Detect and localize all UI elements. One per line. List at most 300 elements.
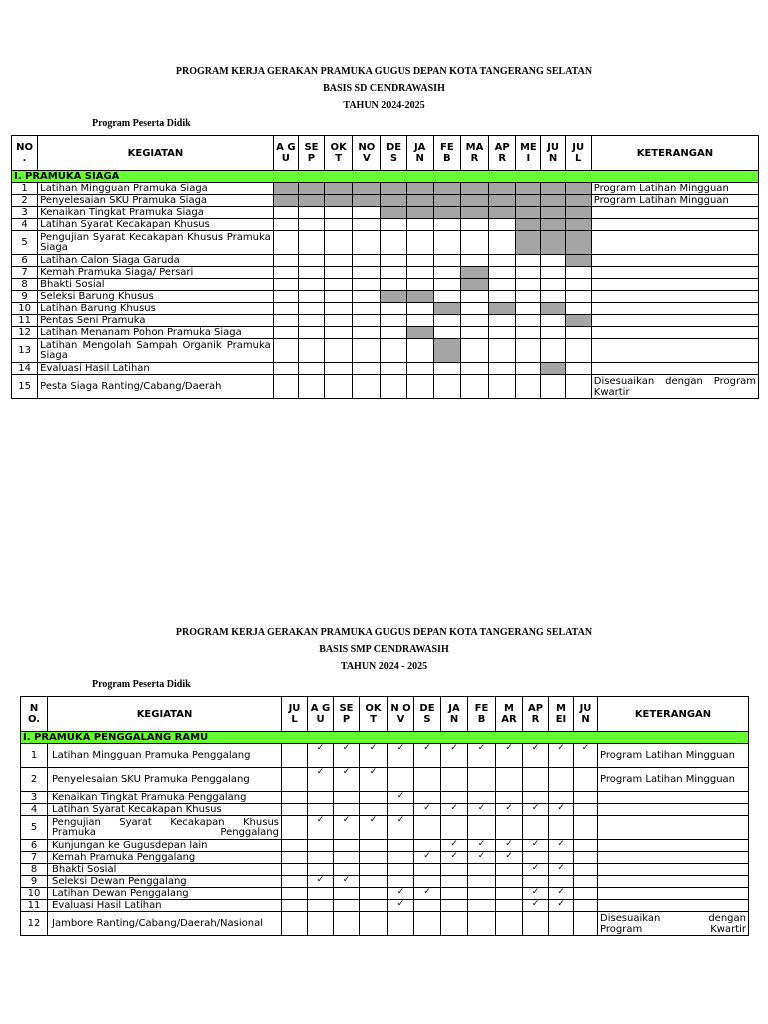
- month-cell: [325, 207, 353, 219]
- month-cell: [565, 327, 591, 339]
- sd-header-month: AP R: [489, 136, 516, 171]
- check-icon: ✓: [414, 888, 441, 900]
- month-cell: [334, 900, 360, 912]
- sd-header-month: JA N: [406, 136, 433, 171]
- month-cell: [565, 267, 591, 279]
- month-cell: [388, 768, 414, 792]
- smp-header-month: FE B: [468, 697, 496, 732]
- month-cell: [414, 792, 441, 804]
- month-cell: [574, 864, 598, 876]
- month-cell: [273, 303, 298, 315]
- month-cell-scheduled: [489, 183, 516, 195]
- month-cell: [460, 231, 488, 255]
- keterangan-cell: [591, 339, 758, 363]
- month-cell-scheduled: [541, 303, 565, 315]
- check-icon: ✓: [523, 804, 549, 816]
- month-cell: [388, 804, 414, 816]
- keterangan-cell: [591, 327, 758, 339]
- month-cell: [282, 912, 308, 936]
- month-cell: [273, 291, 298, 303]
- month-cell: [334, 792, 360, 804]
- sd-table-row: [12, 279, 759, 291]
- month-cell: [308, 912, 334, 936]
- month-cell: [308, 900, 334, 912]
- month-cell: [381, 327, 406, 339]
- month-cell: [496, 876, 523, 888]
- month-cell-scheduled: [406, 291, 433, 303]
- sd-header-month: MA R: [460, 136, 488, 171]
- month-cell: [441, 792, 468, 804]
- month-cell-scheduled: [325, 195, 353, 207]
- smp-table-row: [21, 852, 749, 864]
- sd-table-row: [12, 339, 759, 363]
- activity-name: Pengujian Syarat Kecakapan Khusus Pramuka Siaga: [38, 231, 274, 255]
- month-cell: [273, 315, 298, 327]
- sd-table-row: [12, 303, 759, 315]
- sd-header-month: SE P: [298, 136, 324, 171]
- keterangan-cell: [591, 267, 758, 279]
- sd-header-keterangan: KETERANGAN: [591, 136, 758, 171]
- row-number: 12: [12, 327, 38, 339]
- month-cell: [468, 816, 496, 840]
- activity-name: Penyelesaian SKU Pramuka Penggalang: [48, 768, 282, 792]
- month-cell: [381, 315, 406, 327]
- sd-table-row: [12, 267, 759, 279]
- month-cell: [353, 363, 381, 375]
- month-cell: [496, 816, 523, 840]
- month-cell: [460, 291, 488, 303]
- keterangan-cell: [591, 363, 758, 375]
- month-cell: [273, 219, 298, 231]
- row-number: 2: [12, 195, 38, 207]
- month-cell: [433, 255, 460, 267]
- month-cell: [381, 279, 406, 291]
- smp-section-label: I. PRAMUKA PENGGALANG RAMU: [21, 732, 749, 744]
- activity-name: Seleksi Dewan Penggalang: [48, 876, 282, 888]
- month-cell: [273, 363, 298, 375]
- month-cell: [381, 339, 406, 363]
- month-cell-scheduled: [298, 183, 324, 195]
- smp-header-month: JA N: [441, 697, 468, 732]
- month-cell: [489, 231, 516, 255]
- sd-header-kegiatan: KEGIATAN: [38, 136, 274, 171]
- month-cell: [468, 900, 496, 912]
- month-cell: [574, 900, 598, 912]
- check-icon: ✓: [523, 900, 549, 912]
- row-number: 13: [12, 339, 38, 363]
- month-cell: [334, 804, 360, 816]
- month-cell: [523, 912, 549, 936]
- month-cell: [516, 363, 541, 375]
- check-icon: ✓: [468, 852, 496, 864]
- month-cell: [541, 315, 565, 327]
- month-cell: [325, 219, 353, 231]
- month-cell: [282, 888, 308, 900]
- keterangan-cell: [591, 315, 758, 327]
- smp-header-month: DE S: [414, 697, 441, 732]
- month-cell: [460, 327, 488, 339]
- month-cell: [433, 375, 460, 399]
- keterangan-cell: [591, 279, 758, 291]
- month-cell: [523, 852, 549, 864]
- sd-table-row: [12, 183, 759, 195]
- check-icon: ✓: [334, 744, 360, 768]
- month-cell: [414, 912, 441, 936]
- month-cell: [353, 375, 381, 399]
- month-cell: [516, 267, 541, 279]
- check-icon: ✓: [549, 744, 574, 768]
- month-cell: [325, 327, 353, 339]
- smp-title-line-1: PROGRAM KERJA GERAKAN PRAMUKA GUGUS DEPAN KOTA TANGERANG SELATAN: [175, 627, 593, 638]
- month-cell: [516, 375, 541, 399]
- month-cell: [441, 876, 468, 888]
- month-cell: [282, 816, 308, 840]
- month-cell: [574, 768, 598, 792]
- month-cell: [308, 792, 334, 804]
- activity-name: Kenaikan Tingkat Pramuka Siaga: [38, 207, 274, 219]
- check-icon: ✓: [574, 744, 598, 768]
- sd-header-month: A G U: [273, 136, 298, 171]
- month-cell-scheduled: [433, 183, 460, 195]
- smp-table-row: [21, 864, 749, 876]
- sd-section-label: I. PRAMUKA SIAGA: [12, 171, 759, 183]
- activity-name: Latihan Mingguan Pramuka Siaga: [38, 183, 274, 195]
- row-number: 7: [12, 267, 38, 279]
- activity-name: Latihan Calon Siaga Garuda: [38, 255, 274, 267]
- month-cell: [541, 279, 565, 291]
- month-cell: [381, 363, 406, 375]
- check-icon: ✓: [334, 876, 360, 888]
- month-cell: [574, 852, 598, 864]
- activity-name: Latihan Syarat Kecakapan Khusus: [48, 804, 282, 816]
- month-cell: [523, 876, 549, 888]
- keterangan-cell: Program Latihan Mingguan: [591, 183, 758, 195]
- check-icon: ✓: [414, 852, 441, 864]
- keterangan-cell: [598, 816, 749, 840]
- month-cell: [381, 303, 406, 315]
- month-cell: [541, 255, 565, 267]
- month-cell: [388, 876, 414, 888]
- month-cell: [414, 840, 441, 852]
- month-cell: [516, 339, 541, 363]
- month-cell: [489, 267, 516, 279]
- month-cell: [360, 852, 388, 864]
- month-cell-scheduled: [325, 183, 353, 195]
- month-cell-scheduled: [381, 183, 406, 195]
- sd-table-row: [12, 231, 759, 255]
- sd-table-row: [12, 327, 759, 339]
- month-cell: [433, 219, 460, 231]
- month-cell: [273, 327, 298, 339]
- month-cell-scheduled: [541, 231, 565, 255]
- month-cell: [433, 291, 460, 303]
- month-cell-scheduled: [353, 183, 381, 195]
- check-icon: ✓: [549, 900, 574, 912]
- month-cell: [325, 255, 353, 267]
- month-cell: [273, 231, 298, 255]
- month-cell: [273, 207, 298, 219]
- month-cell-scheduled: [541, 183, 565, 195]
- month-cell: [282, 768, 308, 792]
- smp-header-month: M EI: [549, 697, 574, 732]
- month-cell: [541, 375, 565, 399]
- month-cell: [298, 231, 324, 255]
- smp-table-row: [21, 876, 749, 888]
- month-cell: [523, 768, 549, 792]
- month-cell: [574, 888, 598, 900]
- month-cell: [549, 792, 574, 804]
- sd-table-row: [12, 195, 759, 207]
- month-cell-scheduled: [516, 195, 541, 207]
- month-cell: [360, 900, 388, 912]
- check-icon: ✓: [441, 852, 468, 864]
- month-cell: [308, 864, 334, 876]
- month-cell: [334, 852, 360, 864]
- month-cell: [565, 291, 591, 303]
- keterangan-cell: [598, 792, 749, 804]
- sd-header-no: NO .: [12, 136, 38, 171]
- month-cell: [496, 888, 523, 900]
- month-cell: [489, 255, 516, 267]
- activity-name: Bhakti Sosial: [48, 864, 282, 876]
- month-cell-scheduled: [516, 219, 541, 231]
- keterangan-cell: [591, 231, 758, 255]
- sd-title-line-2: BASIS SD CENDRAWASIH: [323, 83, 445, 94]
- month-cell-scheduled: [406, 207, 433, 219]
- month-cell: [414, 768, 441, 792]
- month-cell-scheduled: [433, 303, 460, 315]
- month-cell-scheduled: [460, 183, 488, 195]
- month-cell-scheduled: [516, 207, 541, 219]
- month-cell: [406, 231, 433, 255]
- row-number: 8: [21, 864, 48, 876]
- smp-table-row: [21, 816, 749, 840]
- month-cell: [468, 888, 496, 900]
- activity-name: Kunjungan ke Gugusdepan lain: [48, 840, 282, 852]
- month-cell: [565, 363, 591, 375]
- smp-section-row: [21, 732, 749, 744]
- month-cell-scheduled: [273, 183, 298, 195]
- activity-name: Evaluasi Hasil Latihan: [38, 363, 274, 375]
- month-cell: [441, 900, 468, 912]
- month-cell: [308, 888, 334, 900]
- check-icon: ✓: [549, 804, 574, 816]
- month-cell: [298, 267, 324, 279]
- smp-table-row: [21, 792, 749, 804]
- row-number: 9: [12, 291, 38, 303]
- month-cell: [406, 303, 433, 315]
- month-cell-scheduled: [460, 279, 488, 291]
- month-cell-scheduled: [541, 219, 565, 231]
- month-cell-scheduled: [381, 291, 406, 303]
- row-number: 15: [12, 375, 38, 399]
- activity-name: Evaluasi Hasil Latihan: [48, 900, 282, 912]
- month-cell: [308, 840, 334, 852]
- month-cell: [381, 255, 406, 267]
- month-cell: [325, 267, 353, 279]
- month-cell: [273, 279, 298, 291]
- check-icon: ✓: [414, 804, 441, 816]
- smp-header-keterangan: KETERANGAN: [598, 697, 749, 732]
- sd-program-table: [11, 135, 759, 399]
- month-cell-scheduled: [433, 195, 460, 207]
- month-cell: [360, 876, 388, 888]
- smp-program-table: [20, 696, 749, 936]
- month-cell: [460, 339, 488, 363]
- activity-name: Penyelesaian SKU Pramuka Siaga: [38, 195, 274, 207]
- check-icon: ✓: [360, 816, 388, 840]
- check-icon: ✓: [360, 768, 388, 792]
- month-cell: [325, 339, 353, 363]
- month-cell: [308, 804, 334, 816]
- month-cell: [381, 219, 406, 231]
- month-cell: [549, 852, 574, 864]
- month-cell: [353, 327, 381, 339]
- smp-title-line-2: BASIS SMP CENDRAWASIH: [319, 644, 449, 655]
- month-cell: [406, 267, 433, 279]
- activity-name: Latihan Dewan Penggalang: [48, 888, 282, 900]
- activity-name: Pesta Siaga Ranting/Cabang/Daerah: [38, 375, 274, 399]
- month-cell-scheduled: [406, 327, 433, 339]
- keterangan-cell: [591, 303, 758, 315]
- month-cell-scheduled: [433, 339, 460, 363]
- row-number: 1: [21, 744, 48, 768]
- month-cell: [433, 279, 460, 291]
- check-icon: ✓: [468, 840, 496, 852]
- month-cell: [298, 339, 324, 363]
- sd-section-row: [12, 171, 759, 183]
- row-number: 14: [12, 363, 38, 375]
- month-cell: [496, 768, 523, 792]
- smp-table-row: [21, 744, 749, 768]
- sd-table-row: [12, 291, 759, 303]
- month-cell: [441, 888, 468, 900]
- sd-header-month: OK T: [325, 136, 353, 171]
- month-cell: [433, 267, 460, 279]
- month-cell: [414, 864, 441, 876]
- month-cell: [282, 744, 308, 768]
- check-icon: ✓: [523, 888, 549, 900]
- month-cell: [298, 327, 324, 339]
- keterangan-cell: [598, 852, 749, 864]
- month-cell: [360, 804, 388, 816]
- row-number: 1: [12, 183, 38, 195]
- month-cell: [282, 852, 308, 864]
- month-cell: [460, 363, 488, 375]
- month-cell: [441, 912, 468, 936]
- check-icon: ✓: [308, 744, 334, 768]
- month-cell: [541, 267, 565, 279]
- smp-header-row: [21, 697, 749, 732]
- sd-table-row: [12, 255, 759, 267]
- month-cell: [565, 279, 591, 291]
- month-cell: [523, 816, 549, 840]
- month-cell: [298, 291, 324, 303]
- check-icon: ✓: [334, 816, 360, 840]
- activity-name: Jambore Ranting/Cabang/Daerah/Nasional: [48, 912, 282, 936]
- smp-header-kegiatan: KEGIATAN: [48, 697, 282, 732]
- activity-name: Latihan Menanam Pohon Pramuka Siaga: [38, 327, 274, 339]
- month-cell-scheduled: [541, 363, 565, 375]
- month-cell: [353, 207, 381, 219]
- row-number: 3: [12, 207, 38, 219]
- month-cell: [388, 912, 414, 936]
- smp-table-row: [21, 888, 749, 900]
- month-cell-scheduled: [353, 195, 381, 207]
- month-cell: [489, 291, 516, 303]
- sd-header-month: FE B: [433, 136, 460, 171]
- month-cell: [325, 375, 353, 399]
- check-icon: ✓: [549, 864, 574, 876]
- check-icon: ✓: [468, 804, 496, 816]
- month-cell-scheduled: [541, 195, 565, 207]
- month-cell: [273, 339, 298, 363]
- smp-table-row: [21, 840, 749, 852]
- month-cell: [388, 852, 414, 864]
- keterangan-cell: Program Latihan Mingguan: [598, 768, 749, 792]
- month-cell: [496, 912, 523, 936]
- month-cell-scheduled: [565, 195, 591, 207]
- month-cell: [334, 912, 360, 936]
- month-cell: [334, 864, 360, 876]
- month-cell: [406, 315, 433, 327]
- row-number: 10: [21, 888, 48, 900]
- month-cell: [496, 900, 523, 912]
- keterangan-cell: [598, 864, 749, 876]
- check-icon: ✓: [308, 768, 334, 792]
- month-cell-scheduled: [460, 195, 488, 207]
- month-cell: [388, 864, 414, 876]
- month-cell: [325, 303, 353, 315]
- month-cell: [574, 876, 598, 888]
- month-cell: [406, 255, 433, 267]
- month-cell: [516, 279, 541, 291]
- keterangan-cell: [591, 291, 758, 303]
- month-cell-scheduled: [565, 207, 591, 219]
- check-icon: ✓: [334, 768, 360, 792]
- month-cell: [574, 912, 598, 936]
- month-cell: [353, 267, 381, 279]
- month-cell: [549, 816, 574, 840]
- month-cell: [406, 279, 433, 291]
- activity-name: Latihan Syarat Kecakapan Khusus: [38, 219, 274, 231]
- month-cell: [541, 327, 565, 339]
- check-icon: ✓: [549, 888, 574, 900]
- month-cell: [433, 327, 460, 339]
- month-cell: [441, 864, 468, 876]
- check-icon: ✓: [308, 876, 334, 888]
- month-cell-scheduled: [460, 207, 488, 219]
- month-cell: [460, 303, 488, 315]
- month-cell: [574, 792, 598, 804]
- check-icon: ✓: [523, 744, 549, 768]
- month-cell: [406, 363, 433, 375]
- month-cell: [282, 864, 308, 876]
- month-cell: [489, 339, 516, 363]
- month-cell: [381, 231, 406, 255]
- smp-header-month: JU L: [282, 697, 308, 732]
- month-cell: [574, 816, 598, 840]
- check-icon: ✓: [441, 744, 468, 768]
- month-cell-scheduled: [298, 195, 324, 207]
- month-cell: [353, 255, 381, 267]
- month-cell: [549, 768, 574, 792]
- month-cell-scheduled: [489, 207, 516, 219]
- smp-table-row: [21, 900, 749, 912]
- month-cell: [565, 303, 591, 315]
- month-cell: [353, 339, 381, 363]
- month-cell: [282, 900, 308, 912]
